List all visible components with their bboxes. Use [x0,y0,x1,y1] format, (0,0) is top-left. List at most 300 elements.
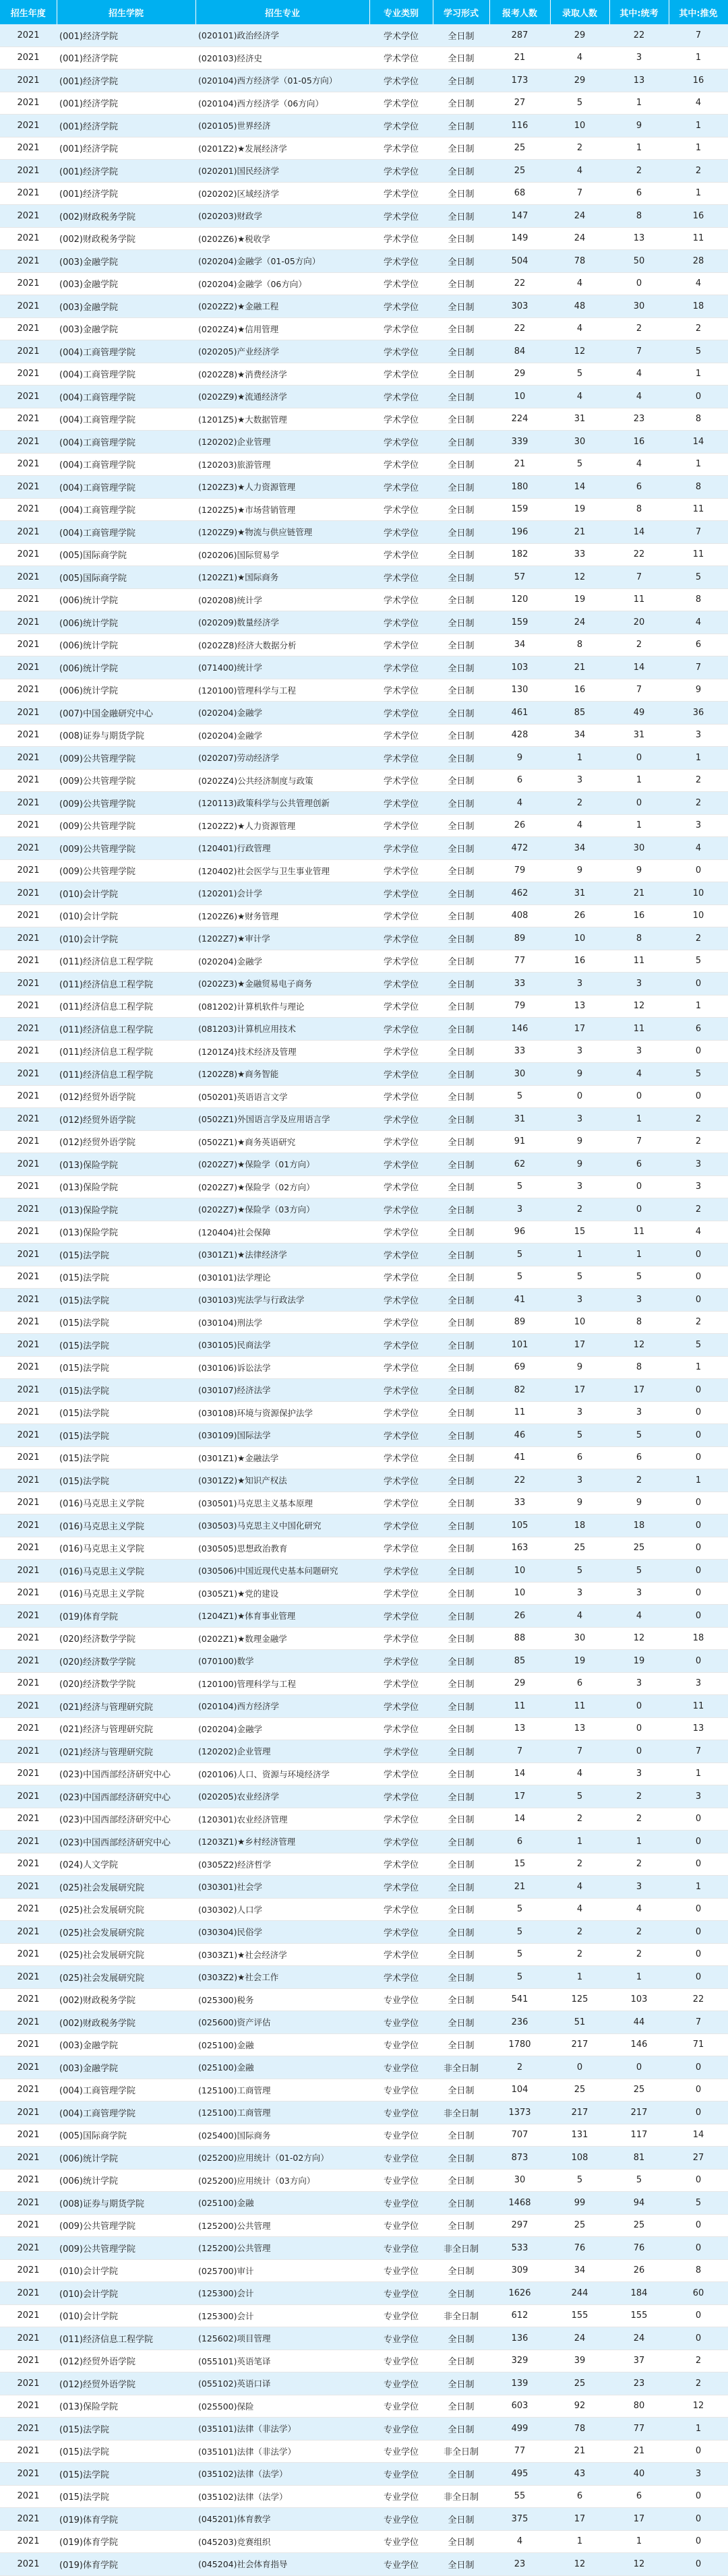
cell-category: 学术学位 [369,47,433,69]
cell-major: (020204)金融学（01-05方向） [195,250,369,273]
cell-category: 学术学位 [369,814,433,837]
cell-recommended-admitted: 0 [669,2485,728,2508]
cell-major: (030505)思想政治教育 [195,1537,369,1560]
cell-recommended-admitted: 3 [669,814,728,837]
cell-study-mode: 全日制 [433,904,489,927]
cell-exam-admitted: 94 [609,2192,669,2215]
table-row [0,1672,728,1695]
cell-exam-admitted: 8 [609,1311,669,1334]
cell-applicants: 159 [489,498,550,521]
cell-recommended-admitted: 0 [669,1650,728,1673]
cell-study-mode: 全日制 [433,1762,489,1785]
cell-study-mode: 全日制 [433,1198,489,1221]
cell-major: (125100)工商管理 [195,2079,369,2102]
cell-recommended-admitted: 16 [669,205,728,228]
table-row [0,973,728,995]
cell-applicants: 29 [489,363,550,386]
cell-college: (009)公共管理学院 [57,792,195,815]
cell-college: (001)经济学院 [57,47,195,69]
cell-year: 2021 [0,2079,57,2102]
cell-major: (030301)社会学 [195,1876,369,1899]
cell-major: (020203)财政学 [195,205,369,228]
cell-admitted: 78 [550,250,609,273]
cell-category: 专业学位 [369,2237,433,2260]
table-row [0,272,728,295]
cell-admitted: 10 [550,115,609,137]
table-row [0,1943,728,1966]
cell-major: (1201Z4)技术经济及管理 [195,1040,369,1063]
cell-study-mode: 全日制 [433,386,489,408]
cell-applicants: 4 [489,2530,550,2553]
table-row [0,1018,728,1041]
table-row [0,882,728,905]
cell-college: (021)经济与管理研究院 [57,1740,195,1763]
cell-college: (016)马克思主义学院 [57,1560,195,1583]
cell-exam-admitted: 16 [609,904,669,927]
cell-applicants: 77 [489,2440,550,2463]
cell-recommended-admitted: 8 [669,588,728,611]
cell-college: (004)工商管理学院 [57,340,195,363]
cell-year: 2021 [0,431,57,454]
cell-admitted: 19 [550,1650,609,1673]
cell-exam-admitted: 8 [609,1356,669,1379]
cell-college: (011)经济信息工程学院 [57,973,195,995]
cell-admitted: 5 [550,453,609,476]
cell-study-mode: 全日制 [433,1650,489,1673]
cell-year: 2021 [0,250,57,273]
cell-category: 学术学位 [369,69,433,92]
cell-exam-admitted: 22 [609,24,669,47]
cell-category: 学术学位 [369,1762,433,1785]
cell-year: 2021 [0,1898,57,1921]
cell-major: (0202Z1)★数理金融学 [195,1627,369,1650]
cell-recommended-admitted: 3 [669,1785,728,1808]
cell-category: 学术学位 [369,1921,433,1944]
cell-recommended-admitted: 2 [669,1198,728,1221]
cell-year: 2021 [0,1605,57,1628]
cell-exam-admitted: 4 [609,363,669,386]
cell-category: 学术学位 [369,521,433,544]
cell-college: (015)法学院 [57,1334,195,1357]
cell-major: (071400)统计学 [195,656,369,679]
cell-category: 专业学位 [369,2418,433,2441]
cell-study-mode: 全日制 [433,1605,489,1628]
cell-category: 学术学位 [369,1198,433,1221]
cell-major: (025600)资产评估 [195,2011,369,2034]
cell-year: 2021 [0,1831,57,1853]
cell-major: (0305Z1)★党的建设 [195,1582,369,1605]
cell-recommended-admitted: 27 [669,2147,728,2170]
cell-recommended-admitted: 2 [669,1108,728,1131]
cell-category: 专业学位 [369,2011,433,2034]
cell-year: 2021 [0,702,57,725]
cell-exam-admitted: 4 [609,453,669,476]
cell-study-mode: 全日制 [433,1266,489,1289]
cell-applicants: 499 [489,2418,550,2441]
cell-year: 2021 [0,1717,57,1740]
cell-study-mode: 全日制 [433,1831,489,1853]
cell-exam-admitted: 24 [609,2327,669,2350]
cell-category: 学术学位 [369,272,433,295]
cell-applicants: 34 [489,634,550,656]
cell-study-mode: 全日制 [433,543,489,566]
cell-year: 2021 [0,1492,57,1514]
cell-year: 2021 [0,1424,57,1447]
cell-study-mode: 全日制 [433,2259,489,2282]
table-row [0,386,728,408]
cell-major: (0303Z2)★社会工作 [195,1966,369,1989]
cell-admitted: 244 [550,2282,609,2305]
table-row [0,1040,728,1063]
cell-exam-admitted: 18 [609,1514,669,1537]
cell-major: (1202Z2)★人力资源管理 [195,814,369,837]
cell-major: (081202)计算机软件与理论 [195,995,369,1018]
table-row [0,1988,728,2011]
cell-recommended-admitted: 12 [669,2395,728,2418]
cell-admitted: 3 [550,1582,609,1605]
cell-admitted: 92 [550,2395,609,2418]
cell-college: (006)统计学院 [57,2169,195,2192]
cell-recommended-admitted: 3 [669,1175,728,1198]
cell-admitted: 6 [550,1446,609,1469]
cell-major: (070100)数学 [195,1650,369,1673]
cell-major: (045203)竞赛组织 [195,2530,369,2553]
cell-year: 2021 [0,724,57,747]
cell-admitted: 18 [550,1514,609,1537]
cell-year: 2021 [0,227,57,250]
cell-college: (015)法学院 [57,1401,195,1424]
cell-study-mode: 全日制 [433,2033,489,2056]
table-row [0,1424,728,1447]
cell-major: (120301)农业经济管理 [195,1808,369,1831]
table-row [0,814,728,837]
cell-exam-admitted: 14 [609,521,669,544]
cell-study-mode: 全日制 [433,995,489,1018]
table-row [0,2463,728,2486]
cell-recommended-admitted: 8 [669,2259,728,2282]
table-row [0,769,728,792]
cell-exam-admitted: 3 [609,1672,669,1695]
cell-study-mode: 非全日制 [433,2440,489,2463]
cell-college: (020)经济数学学院 [57,1672,195,1695]
cell-category: 学术学位 [369,1244,433,1266]
cell-category: 学术学位 [369,1943,433,1966]
cell-exam-admitted: 40 [609,2463,669,2486]
cell-admitted: 3 [550,1175,609,1198]
cell-exam-admitted: 0 [609,1740,669,1763]
cell-applicants: 10 [489,1582,550,1605]
cell-study-mode: 全日制 [433,1717,489,1740]
cell-applicants: 428 [489,724,550,747]
cell-category: 学术学位 [369,340,433,363]
cell-year: 2021 [0,1740,57,1763]
cell-recommended-admitted: 0 [669,2508,728,2531]
cell-study-mode: 全日制 [433,1379,489,1402]
cell-year: 2021 [0,1244,57,1266]
cell-admitted: 9 [550,1356,609,1379]
cell-major: (020104)西方经济学（06方向） [195,92,369,115]
table-row [0,2350,728,2372]
table-row [0,1153,728,1176]
cell-year: 2021 [0,1988,57,2011]
cell-applicants: 4 [489,792,550,815]
cell-college: (004)工商管理学院 [57,408,195,431]
cell-admitted: 9 [550,1063,609,1086]
cell-category: 专业学位 [369,2033,433,2056]
cell-category: 学术学位 [369,747,433,770]
cell-major: (020105)世界经济 [195,115,369,137]
cell-admitted: 24 [550,2327,609,2350]
cell-category: 学术学位 [369,1356,433,1379]
cell-college: (009)公共管理学院 [57,814,195,837]
cell-year: 2021 [0,2463,57,2486]
cell-major: (0202Z9)★流通经济学 [195,386,369,408]
cell-category: 专业学位 [369,2147,433,2170]
cell-major: (0202Z4)公共经济制度与政策 [195,769,369,792]
cell-category: 学术学位 [369,656,433,679]
table-row [0,566,728,589]
cell-admitted: 1 [550,1244,609,1266]
cell-major: (025400)国际商务 [195,2124,369,2147]
cell-recommended-admitted: 0 [669,1289,728,1312]
cell-recommended-admitted: 0 [669,1401,728,1424]
cell-applicants: 33 [489,1040,550,1063]
cell-admitted: 5 [550,363,609,386]
cell-major: (1202Z5)★市场营销管理 [195,498,369,521]
cell-applicants: 89 [489,927,550,950]
cell-year: 2021 [0,995,57,1018]
cell-study-mode: 非全日制 [433,2237,489,2260]
cell-major: (125200)公共管理 [195,2237,369,2260]
cell-year: 2021 [0,814,57,837]
table-row [0,837,728,860]
cell-exam-admitted: 0 [609,1695,669,1718]
cell-recommended-admitted: 0 [669,1446,728,1469]
cell-college: (010)会计学院 [57,882,195,905]
cell-college: (005)国际商学院 [57,2124,195,2147]
cell-recommended-admitted: 1 [669,1762,728,1785]
cell-applicants: 5 [489,1921,550,1944]
cell-college: (011)经济信息工程学院 [57,1018,195,1041]
cell-college: (004)工商管理学院 [57,476,195,499]
cell-exam-admitted: 49 [609,702,669,725]
table-row [0,2440,728,2463]
cell-category: 学术学位 [369,1537,433,1560]
table-row [0,1446,728,1469]
table-row [0,160,728,183]
cell-exam-admitted: 3 [609,1289,669,1312]
cell-year: 2021 [0,2282,57,2305]
cell-exam-admitted: 6 [609,476,669,499]
cell-category: 专业学位 [369,2372,433,2395]
cell-college: (006)统计学院 [57,656,195,679]
cell-admitted: 17 [550,1334,609,1357]
cell-admitted: 17 [550,1379,609,1402]
cell-major: (025100)金融 [195,2033,369,2056]
cell-admitted: 34 [550,2259,609,2282]
cell-college: (005)国际商学院 [57,566,195,589]
cell-major: (030304)民俗学 [195,1921,369,1944]
cell-year: 2021 [0,2327,57,2350]
cell-category: 学术学位 [369,702,433,725]
cell-year: 2021 [0,92,57,115]
column-header-year: 招生年度 [0,0,57,24]
table-row [0,2214,728,2237]
cell-college: (003)金融学院 [57,250,195,273]
cell-major: (055101)英语笔译 [195,2350,369,2372]
cell-recommended-admitted: 2 [669,160,728,183]
cell-admitted: 1 [550,1966,609,1989]
cell-recommended-admitted: 0 [669,1853,728,1876]
cell-year: 2021 [0,2395,57,2418]
cell-recommended-admitted: 0 [669,1266,728,1289]
cell-admitted: 9 [550,1492,609,1514]
cell-exam-admitted: 6 [609,1153,669,1176]
cell-year: 2021 [0,679,57,702]
cell-applicants: 603 [489,2395,550,2418]
cell-major: (1202Z9)★物流与供应链管理 [195,521,369,544]
cell-exam-admitted: 1 [609,1244,669,1266]
cell-study-mode: 全日制 [433,453,489,476]
cell-recommended-admitted: 1 [669,47,728,69]
cell-college: (009)公共管理学院 [57,747,195,770]
cell-category: 学术学位 [369,1266,433,1289]
cell-recommended-admitted: 1 [669,453,728,476]
table-row [0,227,728,250]
cell-category: 专业学位 [369,2485,433,2508]
cell-recommended-admitted: 18 [669,295,728,318]
cell-exam-admitted: 2 [609,1808,669,1831]
cell-study-mode: 全日制 [433,2011,489,2034]
cell-year: 2021 [0,2530,57,2553]
cell-study-mode: 全日制 [433,431,489,454]
cell-year: 2021 [0,973,57,995]
cell-admitted: 4 [550,272,609,295]
cell-recommended-admitted: 13 [669,1717,728,1740]
cell-exam-admitted: 12 [609,2553,669,2576]
cell-exam-admitted: 81 [609,2147,669,2170]
cell-study-mode: 全日制 [433,1988,489,2011]
cell-year: 2021 [0,1334,57,1357]
cell-study-mode: 全日制 [433,2327,489,2350]
table-row [0,2530,728,2553]
cell-admitted: 24 [550,611,609,634]
cell-college: (019)体育学院 [57,2530,195,2553]
cell-recommended-admitted: 4 [669,92,728,115]
column-header-category: 专业类别 [369,0,433,24]
table-row [0,1379,728,1402]
table-row [0,724,728,747]
cell-year: 2021 [0,205,57,228]
cell-admitted: 5 [550,1785,609,1808]
cell-category: 专业学位 [369,2214,433,2237]
table-row [0,2192,728,2215]
cell-exam-admitted: 1 [609,1831,669,1853]
cell-major: (020201)国民经济学 [195,160,369,183]
column-header-exam-admitted: 其中:统考 [609,0,669,24]
cell-study-mode: 全日制 [433,476,489,499]
cell-college: (007)中国金融研究中心 [57,702,195,725]
cell-college: (005)国际商学院 [57,543,195,566]
cell-college: (011)经济信息工程学院 [57,995,195,1018]
cell-study-mode: 全日制 [433,2530,489,2553]
table-row [0,2079,728,2102]
cell-recommended-admitted: 10 [669,904,728,927]
cell-admitted: 99 [550,2192,609,2215]
cell-category: 专业学位 [369,2350,433,2372]
cell-study-mode: 全日制 [433,679,489,702]
cell-applicants: 139 [489,2372,550,2395]
cell-study-mode: 全日制 [433,250,489,273]
cell-major: (020205)农业经济学 [195,1785,369,1808]
cell-recommended-admitted: 0 [669,1244,728,1266]
cell-recommended-admitted: 7 [669,24,728,47]
cell-major: (1202Z3)★人力资源管理 [195,476,369,499]
cell-college: (021)经济与管理研究院 [57,1717,195,1740]
cell-major: (125100)工商管理 [195,2102,369,2124]
cell-study-mode: 全日制 [433,950,489,973]
cell-applicants: 46 [489,1424,550,1447]
cell-recommended-admitted: 3 [669,1153,728,1176]
cell-year: 2021 [0,408,57,431]
cell-admitted: 5 [550,1424,609,1447]
table-row [0,1560,728,1583]
cell-college: (015)法学院 [57,1424,195,1447]
cell-applicants: 84 [489,340,550,363]
cell-category: 学术学位 [369,1130,433,1153]
cell-exam-admitted: 0 [609,1175,669,1198]
cell-category: 学术学位 [369,24,433,47]
cell-study-mode: 全日制 [433,1921,489,1944]
cell-exam-admitted: 4 [609,1898,669,1921]
cell-year: 2021 [0,2372,57,2395]
cell-exam-admitted: 7 [609,566,669,589]
table-row [0,1334,728,1357]
cell-admitted: 4 [550,1876,609,1899]
cell-recommended-admitted: 5 [669,2192,728,2215]
cell-exam-admitted: 103 [609,1988,669,2011]
table-row [0,340,728,363]
cell-major: (0201Z2)★发展经济学 [195,137,369,160]
cell-year: 2021 [0,1446,57,1469]
cell-college: (013)保险学院 [57,1153,195,1176]
table-row [0,2011,728,2034]
cell-recommended-admitted: 1 [669,747,728,770]
cell-college: (003)金融学院 [57,2056,195,2079]
cell-applicants: 89 [489,1311,550,1334]
cell-college: (004)工商管理学院 [57,431,195,454]
cell-year: 2021 [0,1379,57,1402]
cell-admitted: 43 [550,2463,609,2486]
cell-year: 2021 [0,1401,57,1424]
cell-college: (013)保险学院 [57,1175,195,1198]
cell-exam-admitted: 11 [609,588,669,611]
cell-applicants: 309 [489,2259,550,2282]
cell-applicants: 26 [489,814,550,837]
cell-applicants: 41 [489,1289,550,1312]
cell-recommended-admitted: 10 [669,882,728,905]
cell-study-mode: 全日制 [433,2282,489,2305]
column-header-major: 招生专业 [195,0,369,24]
cell-year: 2021 [0,1469,57,1492]
cell-study-mode: 全日制 [433,137,489,160]
cell-college: (003)金融学院 [57,295,195,318]
cell-category: 学术学位 [369,1446,433,1469]
cell-admitted: 19 [550,498,609,521]
table-row [0,2237,728,2260]
cell-recommended-admitted: 0 [669,1921,728,1944]
cell-recommended-admitted: 28 [669,250,728,273]
